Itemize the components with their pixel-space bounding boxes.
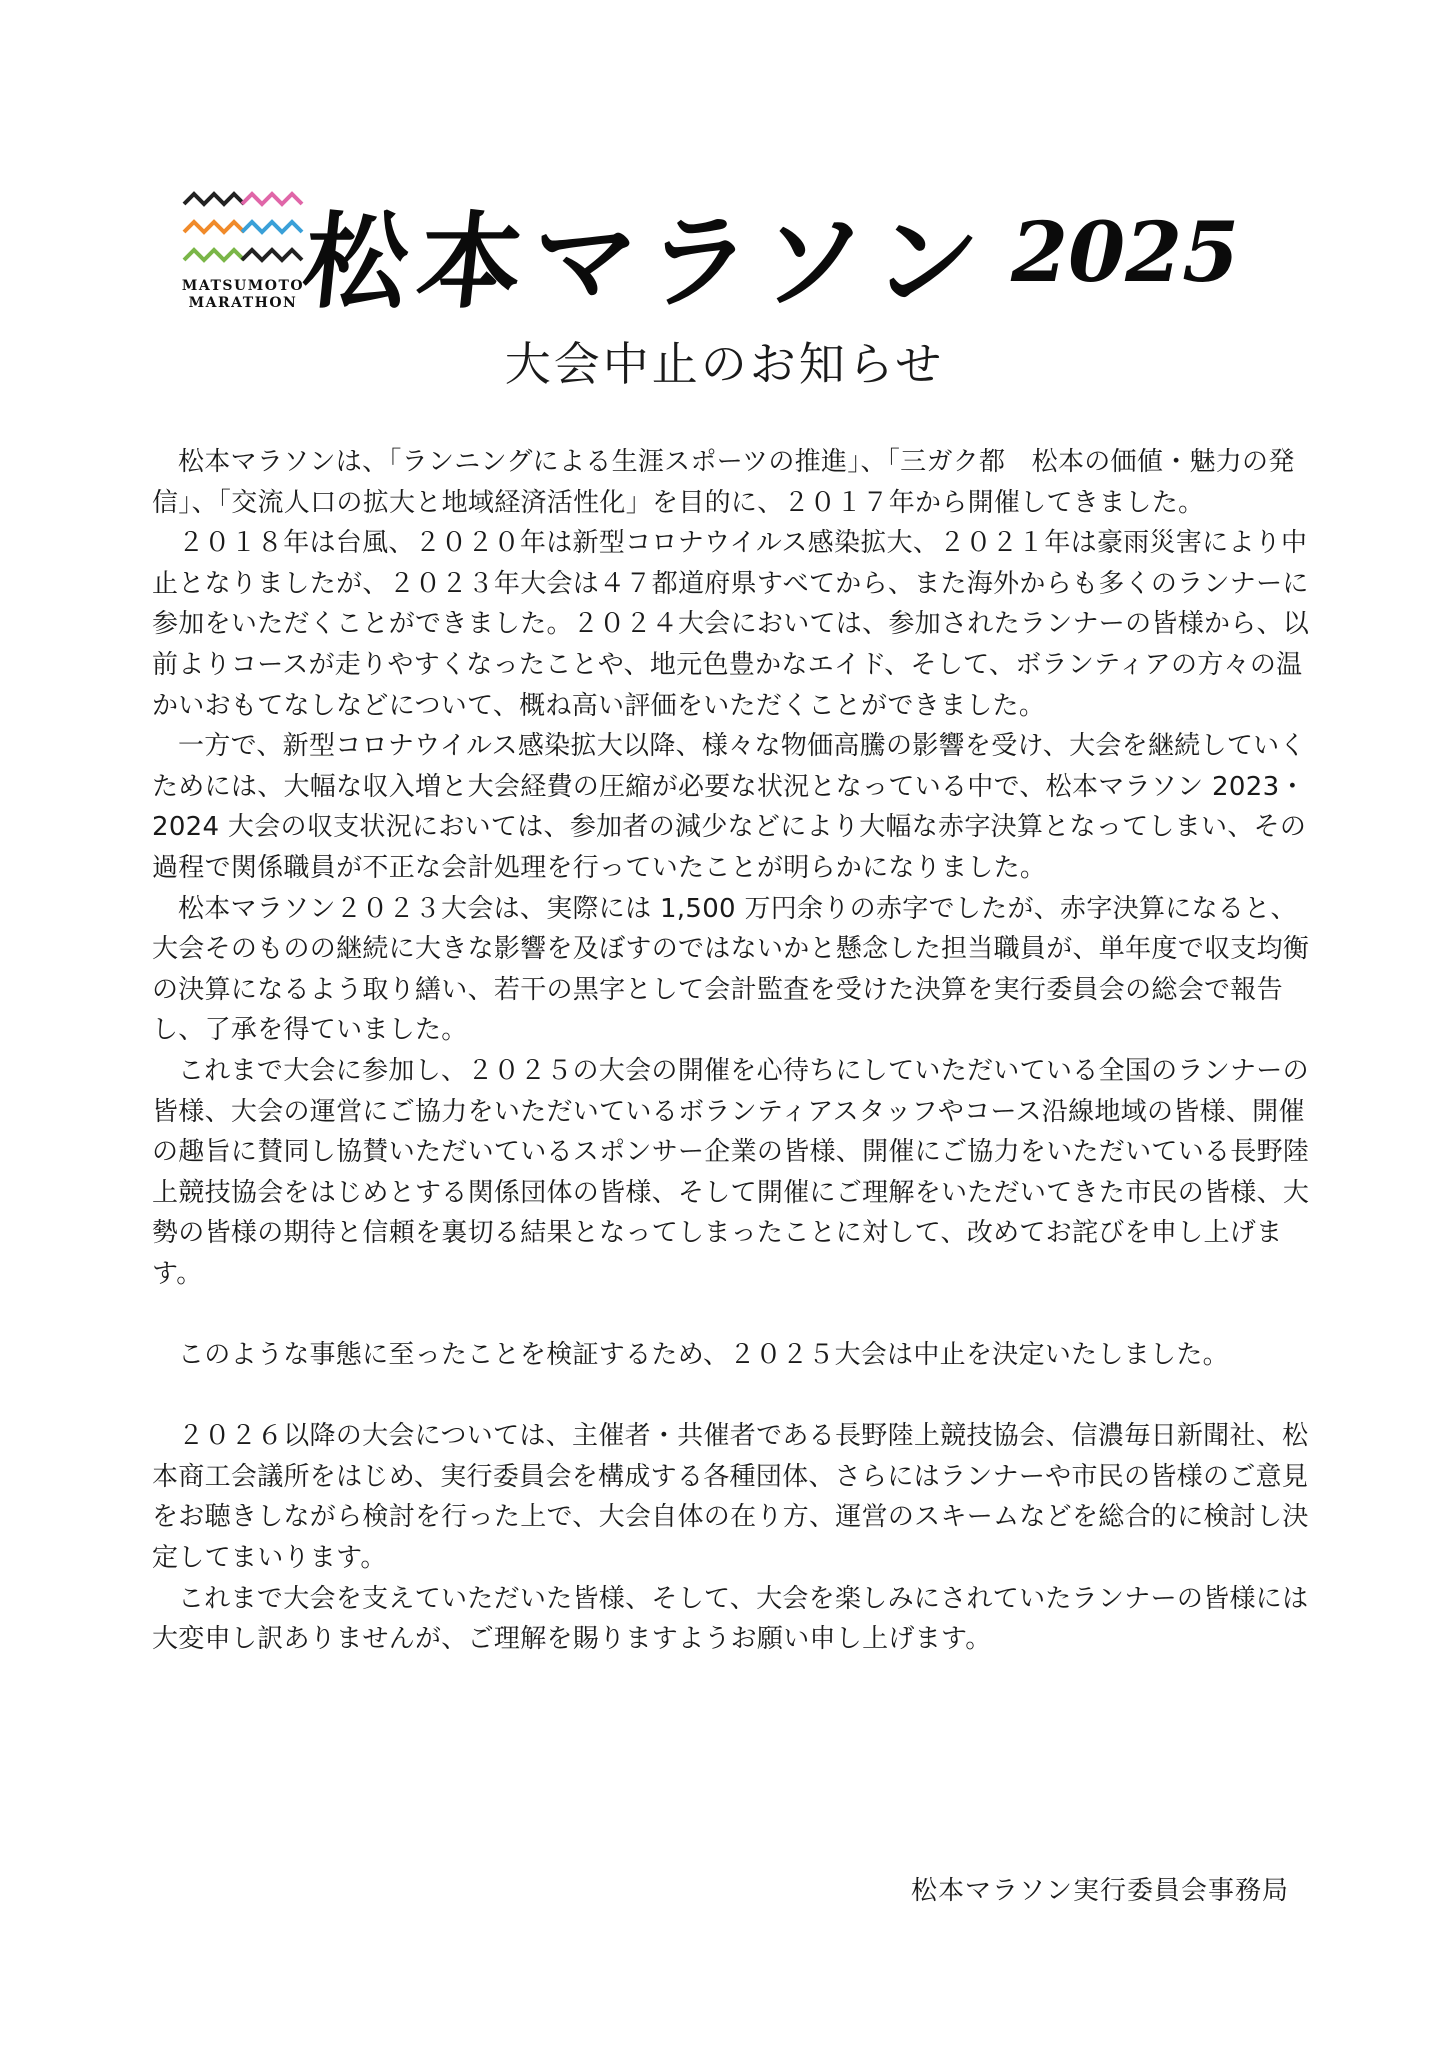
signature: 松本マラソン実行委員会事務局 [910, 1876, 1289, 1906]
notice-body [152, 442, 1317, 1660]
event-name: 松本マラソン [297, 201, 995, 323]
spacer [152, 1294, 1317, 1335]
paragraph-apology: これまで大会に参加し、２０２５の大会の開催を心待ちにしていただいている全国のランナーの皆様、大会の運営にご協力をいただいているボランティアスタッフやコース沿線地域の皆様、開催の趣旨に賛同し協賛いただいているスポンサー企業の皆様、開催にご協力をいただいている長野陸上競技協会をはじめとする関係団体の皆様、そして開催にご理解をいただいてきた市民の皆様、大勢の皆様の期待と信頼を裏切る結果となってしまったことに対して、改めてお詫びを申し上げます。 [152, 1055, 1310, 1289]
paragraph-accounting: 松本マラソン２０２３大会は、実際には 1,500 万円余りの赤字でしたが、赤字決算になると、大会そのものの継続に大きな影響を及ぼすのではないかと懸念した担当職員が、単年度で収支均衡の決算になるよう取り繕い、若干の黒字として会計監査を受けた決算を実行委員会の総会で報告し、了承を得ていました。 [152, 893, 1310, 1046]
paragraph-deficit: 一方で、新型コロナウイルス感染拡大以降、様々な物価高騰の影響を受け、大会を継続していくためには、大幅な収入増と大会経費の圧縮が必要な状況となっている中で、松本マラソン 2023・2024 大会の収支状況においては、参加者の減少などにより大幅な赤字決算となってしまい、その過程で関係職員が不正な会計処理を行っていたことが明らかになりました。 [152, 731, 1307, 883]
event-title [297, 188, 1240, 323]
event-year: 2025 [1011, 205, 1240, 301]
header [160, 188, 1300, 323]
logo-text-matsumoto: MATSUMOTO [181, 278, 305, 294]
paragraph-future: ２０２６以降の大会については、主催者・共催者である長野陸上競技協会、信濃毎日新聞社、松本商工会議所をはじめ、実行委員会を構成する各種団体、さらにはランナーや市民の皆様のご意見をお聴きしながら検討を行った上で、大会自体の在り方、運営のスキームなどを総合的に検討し決定してまいります。 [152, 1421, 1309, 1574]
mountain-waves-icon [182, 190, 304, 276]
notice-title: 大会中止のお知らせ [504, 337, 945, 391]
paragraph-purpose: 松本マラソンは、「ランニングによる生涯スポーツの推進」、「三ガク都 松本の価値・魅力の発信」、「交流人口の拡大と地域経済活性化」を目的に、２０１７年から開催してきました。 [152, 447, 1295, 518]
paragraph-closing: これまで大会を支えていただいた皆様、そして、大会を楽しみにされていたランナーの皆様には大変申し訳ありませんが、ご理解を賜りますようお願い申し上げます。 [152, 1583, 1309, 1655]
logo-text-marathon: MARATHON [188, 295, 298, 311]
paragraph-history: ２０１８年は台風、２０２０年は新型コロナウイルス感染拡大、２０２１年は豪雨災害により中止となりましたが、２０２３年大会は４７都道府県すべてから、また海外からも多くのランナーに参加をいただくことができました。２０２４大会においては、参加されたランナーの皆様から、以前よりコースが走りやすくなったことや、地元色豊かなエイド、そして、ボランティアの方々の温かいおもてなしなどについて、概ね高い評価をいただくことができました。 [152, 528, 1310, 721]
spacer [152, 1376, 1317, 1417]
paragraph-cancellation: このような事態に至ったことを検証するため、２０２５大会は中止を決定いたしました。 [178, 1340, 1229, 1371]
matsumoto-marathon-logo [168, 190, 318, 315]
